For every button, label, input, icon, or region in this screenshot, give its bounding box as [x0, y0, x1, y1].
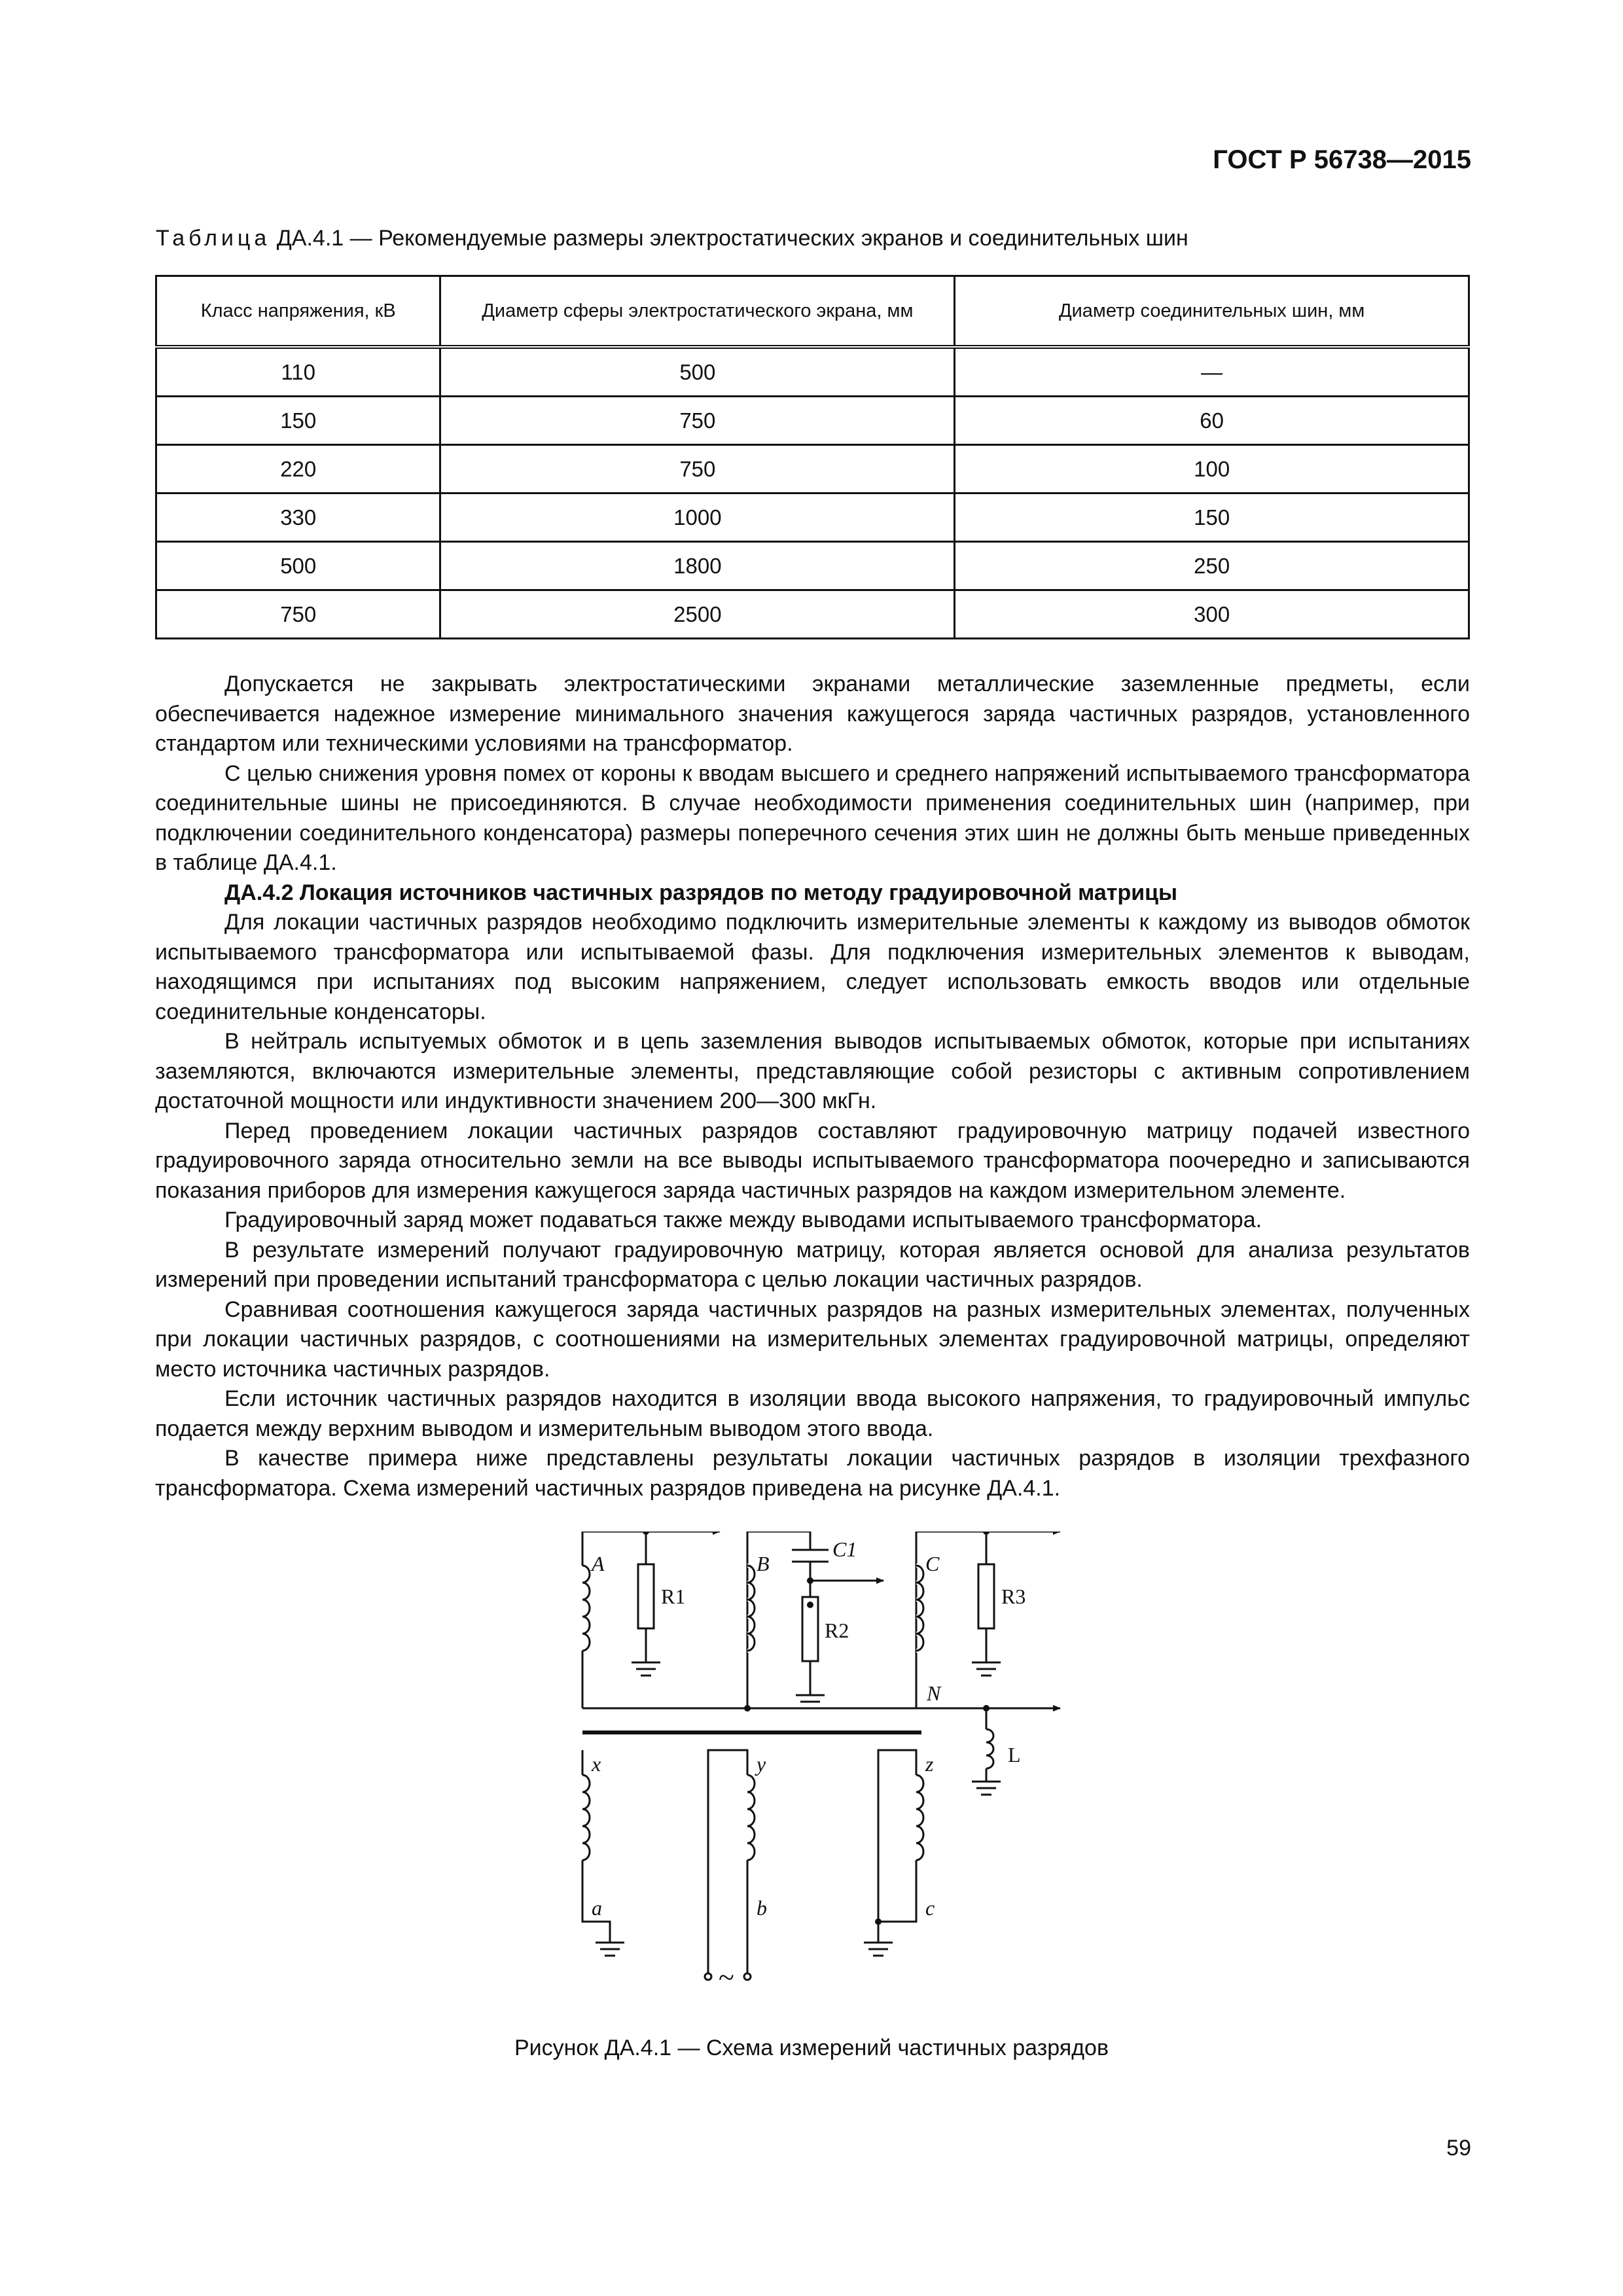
inductor-l: [986, 1729, 993, 1768]
ac-source-icon: ~: [719, 1962, 734, 1994]
label-y: y: [757, 1752, 766, 1776]
winding-x-circuit: [582, 1750, 624, 1956]
page-number: 59: [1446, 2136, 1471, 2161]
resistor-r1: [638, 1564, 654, 1628]
resistor-r3: [978, 1564, 994, 1628]
label-c-terminal: C: [925, 1552, 940, 1575]
column-header-bus-diameter: Диаметр соединительных шин, мм: [955, 276, 1469, 348]
paragraph: Если источник частичных разрядов находится в изоляции ввода высокого напряжения, то градуировочный импульс подается между верхним выводом и измерительным выводом этого ввода.: [155, 1386, 1470, 1441]
section-heading: ДА.4.2 Локация источников частичных разрядов по методу градуировочной матрицы: [224, 880, 1178, 905]
table-cell: 750: [156, 590, 440, 639]
label-r3: R3: [1001, 1585, 1026, 1608]
ground-icon: [596, 1943, 624, 1956]
table-row: [156, 347, 1469, 397]
capacitor-c1: [792, 1550, 829, 1562]
table-cell: 500: [156, 542, 440, 590]
electrostatic-screen-table: [155, 275, 1470, 639]
figure-caption: Рисунок ДА.4.1 — Схема измерений частичных разрядов: [514, 2036, 1109, 2060]
table-caption-text: ДА.4.1 — Рекомендуемые размеры электростатических экранов и соединительных шин: [270, 226, 1188, 251]
table-cell: 110: [156, 347, 440, 397]
label-b-lv: b: [757, 1896, 767, 1920]
table-row: [156, 445, 1469, 493]
paragraph: Перед проведением локации частичных разрядов составляют градуировочную матрицу подачей известного градуировочного заряда относительно земли на все выводы испытываемого трансформатора поочередно и записываются показания приборов для измерения кажущегося заряда частичных разрядов на каждом измерительном элементе.: [155, 1118, 1470, 1203]
label-z: z: [925, 1752, 934, 1776]
paragraph: С целью снижения уровня помех от короны к вводам высшего и среднего напряжений испытываемого трансформатора соединительные шины не присоединяются. В случае необходимости применения соединительных шин (например, при подключении соединительного конденсатора) размеры поперечного сечения этих шин не должны быть меньше приведенных в таблице ДА.4.1.: [155, 761, 1470, 875]
label-a-lv: a: [592, 1896, 602, 1920]
ground-icon: [864, 1943, 893, 1956]
label-r2: R2: [825, 1619, 849, 1642]
table-cell: —: [955, 347, 1469, 397]
table-row: [156, 397, 1469, 445]
table-caption: [156, 226, 1188, 251]
measurement-circuit-figure: [563, 1532, 1086, 2003]
label-c-lv: c: [925, 1896, 935, 1920]
table-cell: 300: [955, 590, 1469, 639]
column-header-screen-diameter: Диаметр сферы электростатического экрана, мм: [440, 276, 955, 348]
ground-icon: [972, 1782, 1001, 1795]
table-cell: 100: [955, 445, 1469, 493]
table-row: [156, 542, 1469, 590]
table-cell: 150: [156, 397, 440, 445]
table-cell: 500: [440, 347, 955, 397]
table-cell: 750: [440, 445, 955, 493]
label-r1: R1: [661, 1585, 686, 1608]
table-caption-prefix: Таблица: [156, 226, 271, 251]
paragraph: Градуировочный заряд может подаваться также между выводами испытываемого трансформатора.: [224, 1208, 1262, 1232]
paragraph: В результате измерений получают градуировочную матрицу, которая является основой для анализа результатов измерений при проведении испытаний трансформатора с целью локации частичных разрядов.: [155, 1237, 1470, 1292]
paragraph: Сравнивая соотношения кажущегося заряда частичных разрядов на разных измерительных элементах, полученных при локации частичных разрядов, с соотношениями на измерительных элементах градуировочной матрицы, определяют место источника частичных разрядов.: [155, 1297, 1470, 1382]
label-x: x: [592, 1752, 601, 1776]
column-header-voltage-class: Класс напряжения, кВ: [156, 276, 440, 348]
table-header-row: [156, 276, 1469, 348]
table-cell: 2500: [440, 590, 955, 639]
label-c1: C1: [832, 1537, 857, 1561]
neutral-circuit: [582, 1705, 1060, 1795]
winding-y-circuit: [705, 1750, 755, 1980]
paragraph: Допускается не закрывать электростатическими экранами металлические заземленные предметы, если обеспечивается надежное измерение минимального значения кажущегося заряда частичных разрядов, установленного стандартом или техническими условиями на трансформатор.: [155, 672, 1470, 756]
table-cell: 220: [156, 445, 440, 493]
ground-icon: [796, 1695, 825, 1708]
label-a-terminal: A: [592, 1552, 605, 1575]
table-cell: 1800: [440, 542, 955, 590]
circuit-diagram: [563, 1532, 1086, 2003]
table-cell: 330: [156, 493, 440, 542]
winding-z-circuit: [864, 1750, 923, 1956]
table-cell: 60: [955, 397, 1469, 445]
document-header: ГОСТ Р 56738—2015: [1213, 145, 1471, 174]
body-text: [155, 670, 1470, 1503]
ground-icon: [972, 1662, 1001, 1676]
label-n-neutral: N: [927, 1681, 941, 1705]
table-cell: 750: [440, 397, 955, 445]
table-cell: 1000: [440, 493, 955, 542]
table-row: [156, 493, 1469, 542]
label-l: L: [1008, 1743, 1021, 1767]
ground-icon: [632, 1662, 660, 1676]
table-cell: 250: [955, 542, 1469, 590]
paragraph: Для локации частичных разрядов необходимо подключить измерительные элементы к каждому из выводов обмоток испытываемого трансформатора или испытываемой фазы. Для подключения измерительных элементов к выводам, находящимся при испытаниях под высоким напряжением, следует использовать емкость вводов или отдельные соединительные конденсаторы.: [155, 910, 1470, 1024]
paragraph: В нейтраль испытуемых обмоток и в цепь заземления выводов испытываемых обмоток, которые при испытаниях заземляются, включаются измерительные элементы, представляющие собой резисторы с активным сопротивлением достаточной мощности или индуктивности значением 200—300 мкГн.: [155, 1029, 1470, 1113]
label-b-terminal: B: [757, 1552, 770, 1575]
paragraph: В качестве примера ниже представлены результаты локации частичных разрядов в изоляции трехфазного трансформатора. Схема измерений частичных разрядов приведена на рисунке ДА.4.1.: [155, 1446, 1470, 1501]
table-cell: 150: [955, 493, 1469, 542]
table-row: [156, 590, 1469, 639]
